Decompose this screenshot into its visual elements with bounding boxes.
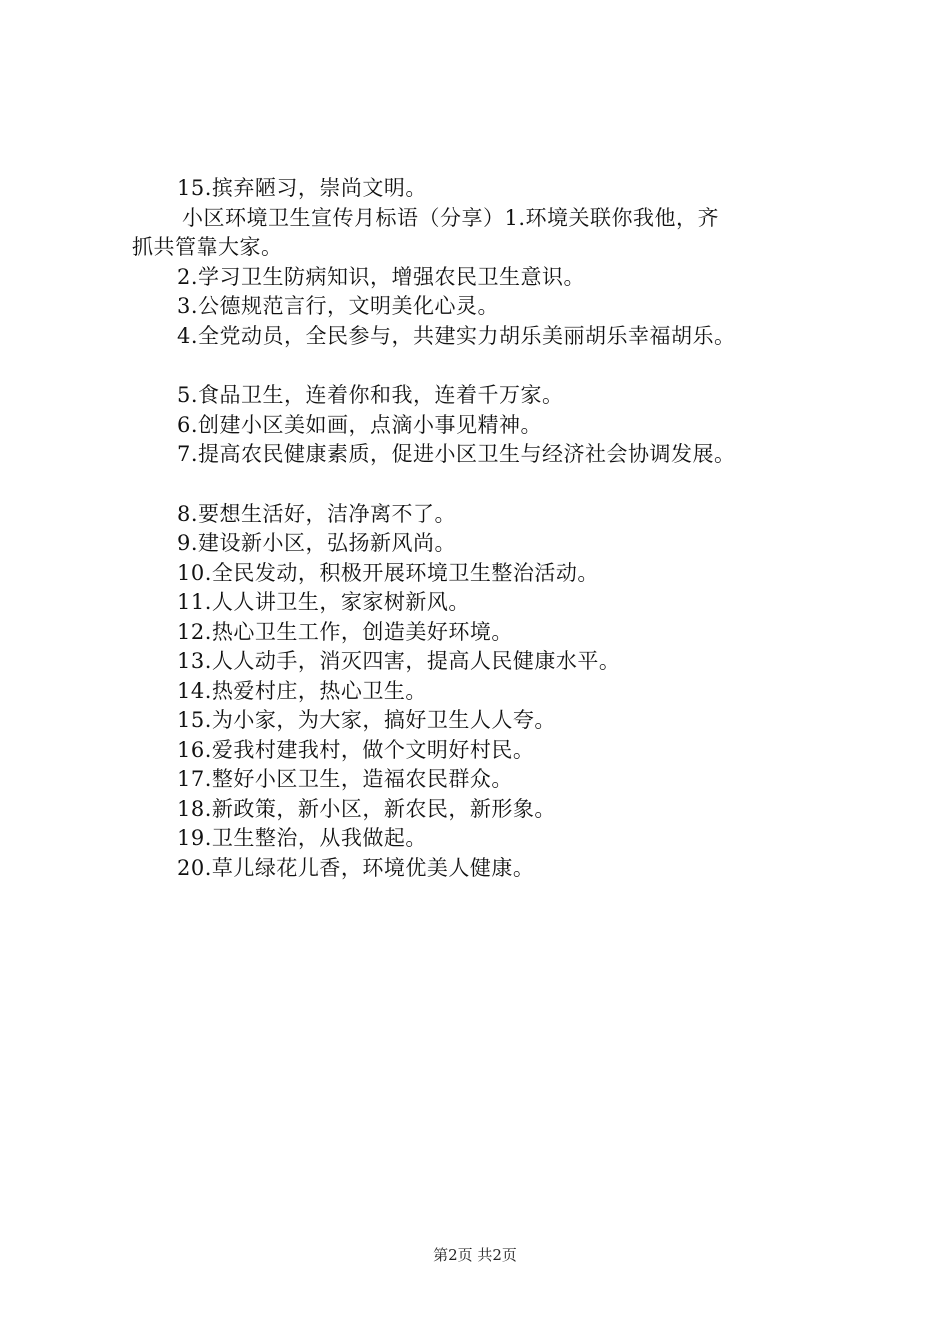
text-line: 15.为小家，为大家，搞好卫生人人夸。 [177,708,556,732]
text-line: 8.要想生活好，洁净离不了。 [177,501,457,526]
text-line: 7.提高农民健康素质，促进小区卫生与经济社会协调发展。 [177,442,736,466]
text-line: 16.爱我村建我村，做个文明好村民。 [177,737,535,762]
text-line: 3.公德规范言行，文明美化心灵。 [177,294,500,318]
document-body [132,174,832,883]
text-line: 17.整好小区卫生，造福农民群众。 [177,767,513,791]
text-line: 10.全民发动，积极开展环境卫生整治活动。 [177,560,599,585]
page-footer: 第2页 共2页 [433,1246,517,1264]
text-line: 13.人人动手，消灭四害，提高人民健康水平。 [177,649,621,673]
text-line: 4.全党动员，全民参与，共建实力胡乐美丽胡乐幸福胡乐。 [177,323,736,348]
text-line: 9.建设新小区，弘扬新风尚。 [177,531,457,555]
text-line: 18.新政策，新小区，新农民，新形象。 [177,796,556,821]
text-line: 20.草儿绿花儿香，环境优美人健康。 [177,855,535,880]
text-line: 小区环境卫生宣传月标语（分享）1.环境关联你我他，齐 [182,205,720,230]
text-line: 12.热心卫生工作，创造美好环境。 [177,619,513,644]
blank-line [132,351,832,381]
blank-line [132,470,832,500]
text-line: 19.卫生整治，从我做起。 [177,826,427,850]
text-line: 11.人人讲卫生，家家树新风。 [177,590,470,614]
text-line: 5.食品卫生，连着你和我，连着千万家。 [177,383,564,407]
text-line: 6.创建小区美如画，点滴小事见精神。 [177,412,543,437]
text-line: 抓共管靠大家。 [132,235,283,259]
text-line: 2.学习卫生防病知识，增强农民卫生意识。 [177,264,586,289]
text-line: 14.热爱村庄，热心卫生。 [177,678,427,703]
text-line: 15.摈弃陋习，崇尚文明。 [177,176,427,200]
